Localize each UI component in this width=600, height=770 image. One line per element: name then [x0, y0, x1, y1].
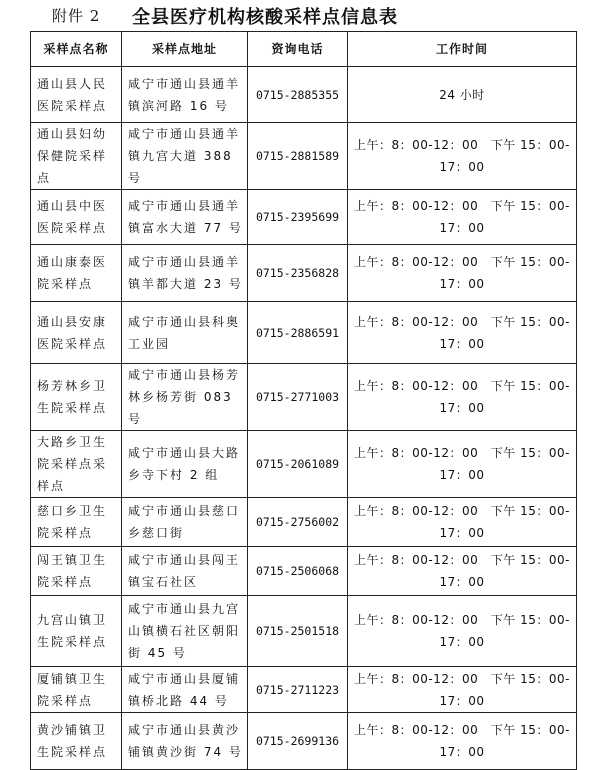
site-address-cell: 咸宁市通山县闯王镇宝石社区: [122, 547, 248, 596]
site-address-cell: 咸宁市通山县通羊镇滨河路 16 号: [122, 67, 248, 123]
table-row: [31, 123, 577, 190]
table-row: [31, 667, 577, 713]
table-row: [31, 245, 577, 302]
site-address-cell: 咸宁市通山县科奥工业园: [122, 302, 248, 364]
column-header-name: 采样点名称: [31, 32, 122, 67]
table-row: [31, 498, 577, 547]
site-hours-cell: 上午：8：00-12：00 下午 15：00-17：00: [348, 547, 577, 596]
attachment-label: 附件 2: [52, 7, 101, 25]
table-row: [31, 596, 577, 667]
site-hours-cell: 24 小时: [348, 67, 577, 123]
site-address-cell: 咸宁市通山县杨芳林乡杨芳街 083 号: [122, 364, 248, 431]
site-hours-cell: 上午：8：00-12：00 下午 15：00-17：00: [348, 596, 577, 667]
column-header-hours: 工作时间: [348, 32, 577, 67]
column-header-phone: 资询电话: [248, 32, 348, 67]
site-phone-cell: 0715-2711223: [248, 667, 348, 713]
site-phone-cell: 0715-2886591: [248, 302, 348, 364]
site-phone-cell: 0715-2061089: [248, 431, 348, 498]
site-phone-cell: 0715-2501518: [248, 596, 348, 667]
table-row: [31, 713, 577, 770]
site-hours-cell: 上午：8：00-12：00 下午 15：00-17：00: [348, 364, 577, 431]
site-phone-cell: 0715-2356828: [248, 245, 348, 302]
site-address-cell: 咸宁市通山县大路乡寺下村 2 组: [122, 431, 248, 498]
table-row: [31, 547, 577, 596]
site-name-cell: 通山县妇幼保健院采样点: [31, 123, 122, 190]
table-row: [31, 67, 577, 123]
site-phone-cell: 0715-2699136: [248, 713, 348, 770]
site-phone-cell: 0715-2881589: [248, 123, 348, 190]
table-header-row: [31, 32, 577, 67]
sampling-sites-table: [30, 31, 577, 770]
site-hours-cell: 上午：8：00-12：00 下午 15：00-17：00: [348, 123, 577, 190]
page-title: 全县医疗机构核酸采样点信息表: [132, 7, 398, 28]
site-name-cell: 慈口乡卫生院采样点: [31, 498, 122, 547]
site-phone-cell: 0715-2395699: [248, 190, 348, 245]
table-body: [31, 67, 577, 770]
site-hours-cell: 上午：8：00-12：00 下午 15：00-17：00: [348, 431, 577, 498]
table-row: [31, 364, 577, 431]
site-address-cell: 咸宁市通山县通羊镇富水大道 77 号: [122, 190, 248, 245]
site-phone-cell: 0715-2885355: [248, 67, 348, 123]
site-hours-cell: 上午：8：00-12：00 下午 15：00-17：00: [348, 302, 577, 364]
site-address-cell: 咸宁市通山县通羊镇九宫大道 388 号: [122, 123, 248, 190]
site-address-cell: 咸宁市通山县通羊镇羊都大道 23 号: [122, 245, 248, 302]
site-name-cell: 大路乡卫生院采样点采样点: [31, 431, 122, 498]
site-phone-cell: 0715-2506068: [248, 547, 348, 596]
site-name-cell: 厦铺镇卫生院采样点: [31, 667, 122, 713]
table-row: [31, 190, 577, 245]
site-hours-cell: 上午：8：00-12：00 下午 15：00-17：00: [348, 498, 577, 547]
site-phone-cell: 0715-2756002: [248, 498, 348, 547]
site-hours-cell: 上午：8：00-12：00 下午 15：00-17：00: [348, 190, 577, 245]
site-address-cell: 咸宁市通山县九宫山镇横石社区朝阳街 45 号: [122, 596, 248, 667]
site-hours-cell: 上午：8：00-12：00 下午 15：00-17：00: [348, 245, 577, 302]
site-name-cell: 九宫山镇卫生院采样点: [31, 596, 122, 667]
site-name-cell: 黄沙铺镇卫生院采样点: [31, 713, 122, 770]
site-address-cell: 咸宁市通山县慈口乡慈口街: [122, 498, 248, 547]
site-hours-cell: 上午：8：00-12：00 下午 15：00-17：00: [348, 713, 577, 770]
site-name-cell: 通山康泰医院采样点: [31, 245, 122, 302]
document-header: [0, 0, 600, 32]
site-hours-cell: 上午：8：00-12：00 下午 15：00-17：00: [348, 667, 577, 713]
site-address-cell: 咸宁市通山县黄沙铺镇黄沙街 74 号: [122, 713, 248, 770]
table-row: [31, 302, 577, 364]
site-name-cell: 通山县安康医院采样点: [31, 302, 122, 364]
site-address-cell: 咸宁市通山县厦铺镇桥北路 44 号: [122, 667, 248, 713]
column-header-address: 采样点地址: [122, 32, 248, 67]
site-name-cell: 杨芳林乡卫生院采样点: [31, 364, 122, 431]
site-phone-cell: 0715-2771003: [248, 364, 348, 431]
site-name-cell: 通山县中医医院采样点: [31, 190, 122, 245]
table-row: [31, 431, 577, 498]
site-name-cell: 闯王镇卫生院采样点: [31, 547, 122, 596]
site-name-cell: 通山县人民医院采样点: [31, 67, 122, 123]
